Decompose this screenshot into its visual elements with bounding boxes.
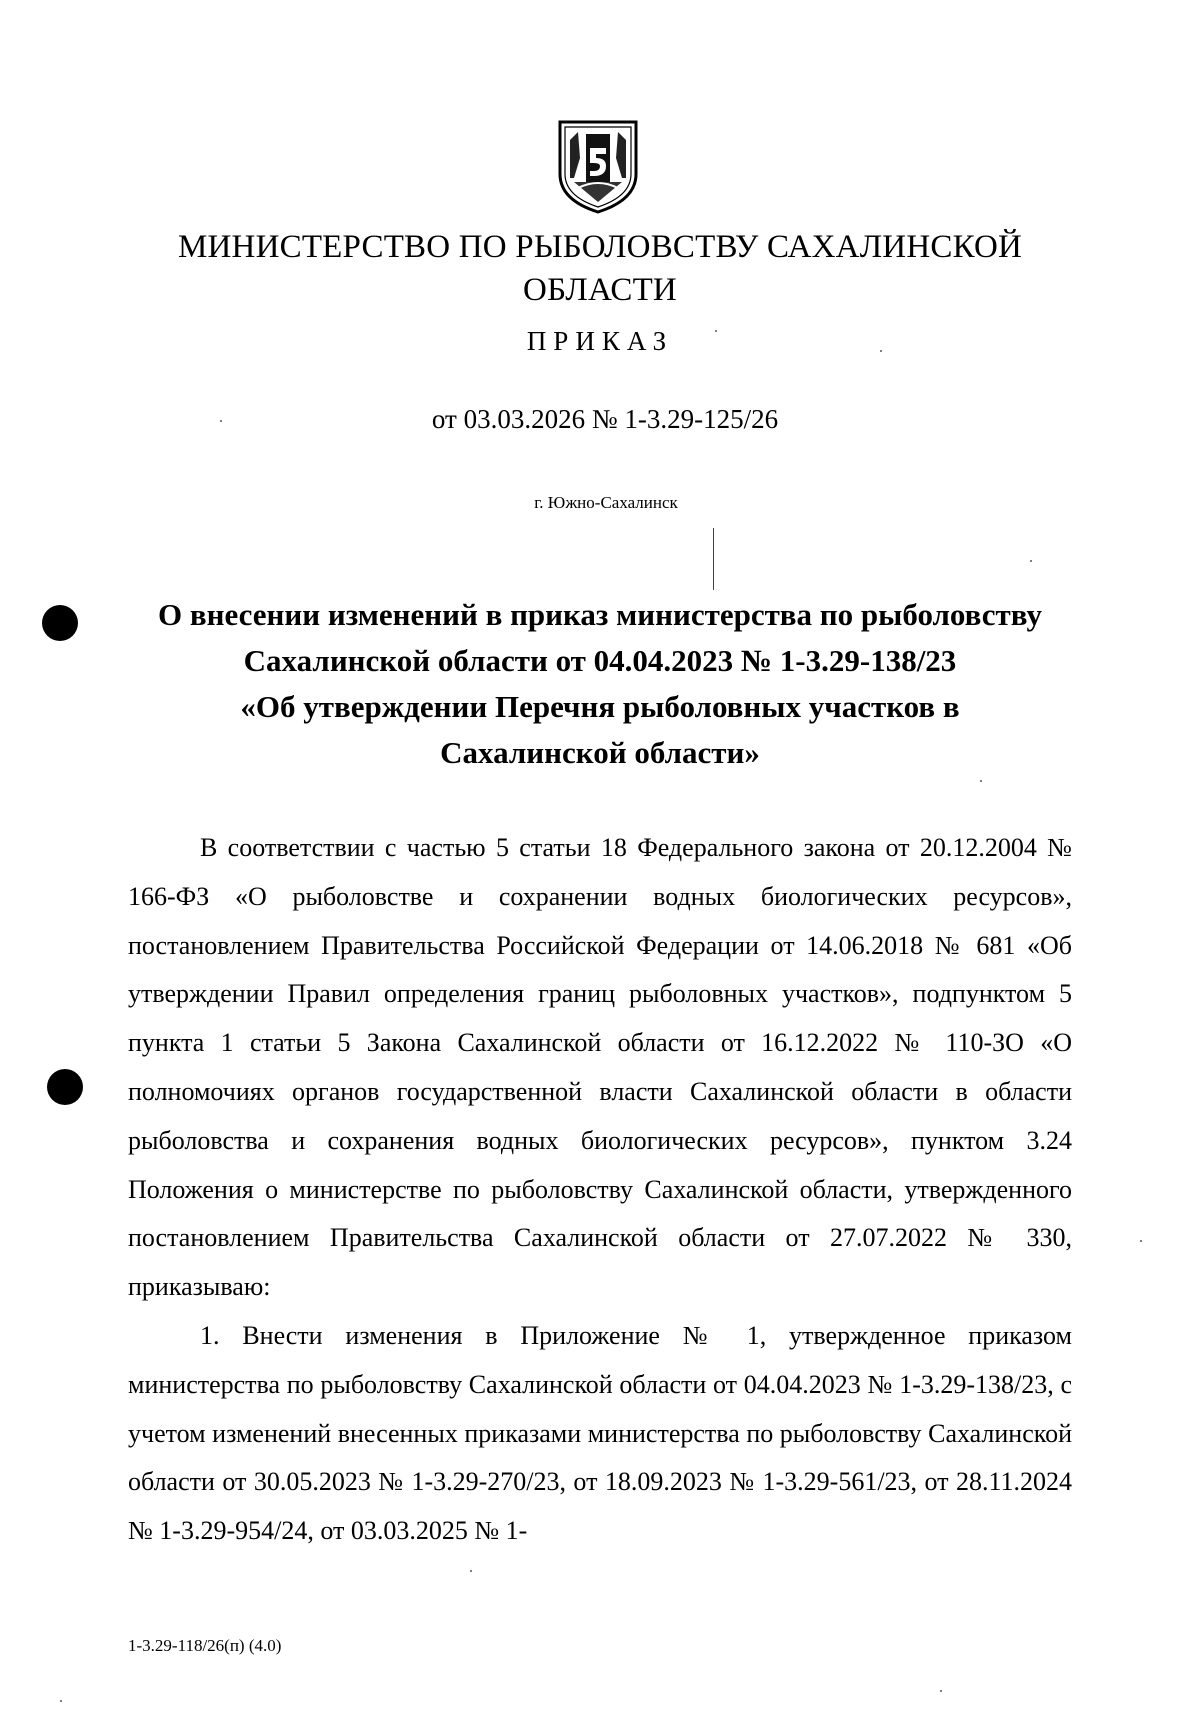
punch-hole (47, 1069, 83, 1105)
document-number: от 03.03.2026 № 1-3.29-125/26 (431, 404, 779, 434)
scan-speck (220, 420, 222, 422)
ministry-name-line2: ОБЛАСТИ (523, 272, 677, 308)
scan-speck (1140, 1240, 1142, 1242)
scan-line (713, 528, 714, 590)
punch-hole (42, 605, 78, 641)
ministry-name-line1: МИНИСТЕРСТВО ПО РЫБОЛОВСТВУ САХАЛИНСКОЙ (177, 229, 1023, 265)
document-title-line2: Сахалинской области от 04.04.2023 № 1-3.29-138/23 (243, 643, 957, 678)
document-body (128, 824, 1072, 1556)
body-paragraph-item1: 1. Внести изменения в Приложение № 1, утвержденное приказом министерства по рыболовству Сахалинской области от 04.04.2023 № 1-3.29-138/23, с учетом изменений внесенных приказами министерства по рыболовству Сахалинской области от 30.05.2023 № 1-3.29-270/23, от 18.09.2023 № 1-3.29-561/23, от 28.11.2024 № 1-3.29-954/24, от 03.03.2025 № 1- (128, 1320, 1072, 1546)
footer-reference: 1-3.29-118/26(п) (4.0) (128, 1636, 282, 1655)
document-title-line3: «Об утверждении Перечня рыболовных участков в (240, 689, 960, 724)
scan-speck (60, 1700, 62, 1702)
document-title-line1: О внесении изменений в приказ министерства по рыболовству (158, 597, 1042, 632)
document-type: ПРИКАЗ (526, 326, 674, 356)
scan-speck (940, 1690, 942, 1692)
coat-of-arms-icon (556, 118, 640, 214)
scan-speck (1030, 560, 1032, 562)
scan-speck (715, 330, 717, 332)
scan-speck (880, 350, 882, 352)
document-title-line4: Сахалинской области» (440, 735, 760, 770)
scan-speck (980, 780, 982, 782)
body-paragraph-preamble: В соответствии с частью 5 статьи 18 Федерального закона от 20.12.2004 № 166-ФЗ «О рыболовстве и сохранении водных биологических ресурсов», постановлением Правительства Российской Федерации от 14.06.2018 № 681 «Об утверждении Правил определения границ рыболовных участков», подпунктом 5 пункта 1 статьи 5 Закона Сахалинской области от 16.12.2022 № 110-ЗО «О полномочиях органов государственной власти Сахалинской области в области рыболовства и сохранения водных биологических ресурсов», пунктом 3.24 Положения о министерстве по рыболовству Сахалинской области, утвержденного постановлением Правительства Сахалинской области от 27.07.2022 № 330, приказываю: (128, 833, 1072, 1302)
scan-speck (470, 1570, 472, 1572)
ministry-name (130, 226, 1070, 312)
document-city: г. Южно-Сахалинск (534, 493, 678, 512)
document-title (120, 592, 1080, 776)
